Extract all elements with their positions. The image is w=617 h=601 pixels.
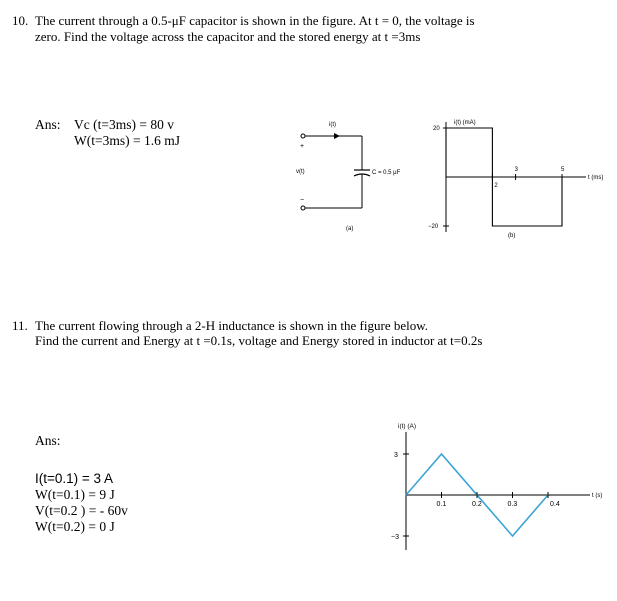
problem-10-text-line-2: zero. Find the voltage across the capacitor and the stored energy at t =3ms [35, 29, 421, 44]
x-tick-label-0-2: 0.2 [472, 501, 482, 508]
current-label: i(t) [329, 122, 336, 128]
problem-10-answer-label: Ans: [35, 117, 61, 132]
problem-11-answer-energy-2: W(t=0.2) = 0 J [35, 519, 115, 534]
problem-10-answer-voltage: Vc (t=3ms) = 80 v [74, 117, 174, 132]
x-tick-label-2: 2 [494, 183, 498, 189]
capacitor-current-chart [418, 112, 614, 242]
problem-10-text-line-1: The current through a 0.5-μF capacitor is shown in the figure. At t = 0, the voltage is [35, 13, 475, 28]
current-arrow-icon [334, 133, 340, 139]
problem-11-answer-label: Ans: [35, 433, 61, 448]
capacitor-value-label: C = 0.5 μF [372, 170, 401, 176]
bottom-terminal [301, 206, 305, 210]
minus-sign: − [300, 197, 305, 204]
y-tick-label-3: 3 [394, 452, 398, 459]
top-terminal [301, 134, 305, 138]
x-tick-label-0-1: 0.1 [436, 501, 447, 508]
x-axis-label: t (s) [592, 493, 603, 499]
problem-10-answer-energy: W(t=3ms) = 1.6 mJ [74, 133, 180, 148]
problem-11-text-line-2: Find the current and Energy at t =0.1s, voltage and Energy stored in inductor at t=0.2s [35, 333, 483, 348]
problem-11-number: 11. [12, 318, 28, 333]
y-axis-label: i(t) (A) [398, 423, 417, 430]
inductor-current-chart [380, 418, 612, 558]
x-tick-label-0-4: 0.4 [550, 501, 560, 508]
problem-10-number: 10. [12, 13, 29, 28]
x-tick-label-3: 3 [514, 167, 518, 173]
plus-sign: + [300, 143, 305, 150]
y-tick-label-20: 20 [433, 126, 440, 132]
figure-a-caption: (a) [346, 226, 354, 232]
problem-11-answer-energy-1: W(t=0.1) = 9 J [35, 487, 115, 502]
figure-b-caption: (b) [508, 233, 516, 239]
y-tick-label-neg20: −20 [428, 224, 439, 230]
x-axis-label: t (ms) [588, 175, 604, 181]
problem-11-text-line-1: The current flowing through a 2-H inductance is shown in the figure below. [35, 318, 429, 333]
problem-11-answer-current: I(t=0.1) = 3 A [35, 471, 114, 486]
problem-11-answer-voltage: V(t=0.2 ) = - 60v [35, 503, 128, 518]
y-axis-label: i(t) (mA) [454, 120, 476, 126]
capacitor-circuit-figure [292, 116, 408, 238]
x-tick-label-0-3: 0.3 [507, 501, 518, 508]
y-tick-label-neg3: −3 [391, 534, 399, 541]
voltage-label: v(t) [296, 169, 305, 175]
x-tick-label-5: 5 [561, 167, 565, 173]
